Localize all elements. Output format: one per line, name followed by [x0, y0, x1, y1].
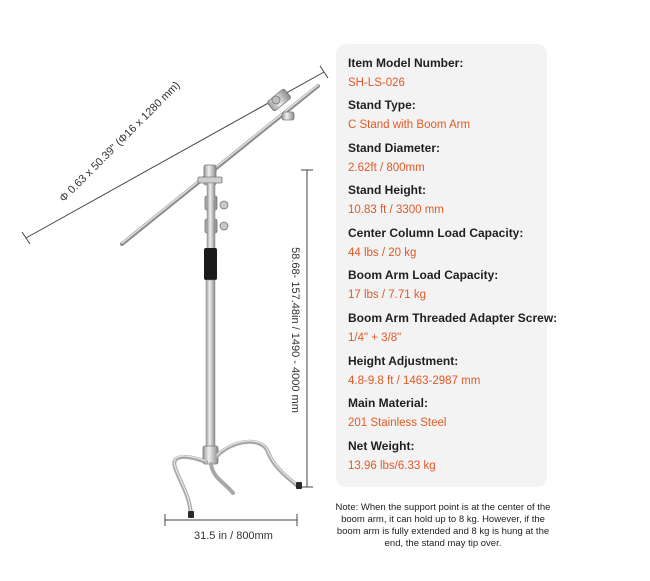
spec-label: Height Adjustment:: [348, 354, 459, 368]
spec-value: 17 lbs / 7.71 kg: [348, 289, 426, 301]
spec-item: [348, 311, 558, 345]
spec-label: Center Column Load Capacity:: [348, 226, 524, 240]
spec-value: 2.62ft / 800mm: [348, 162, 425, 174]
spec-value: 13.96 lbs/6.33 kg: [348, 460, 436, 472]
spec-item: [348, 396, 548, 430]
spec-label: Net Weight:: [348, 439, 415, 453]
leg-highlights: [174, 441, 299, 514]
base-dimension-line: [165, 514, 297, 526]
tip-over-note: Note: When the support point is at the center of the boom arm, it can hold up to 8 kg. However, if the boom arm is fully extended and 8 kg is hung at the end, the stand may tip over.: [335, 502, 551, 549]
spec-label: Boom Arm Threaded Adapter Screw:: [348, 311, 558, 325]
arm-dimension-label: Φ 0.63 x 50.39" (Φ16 x 1280 mm): [57, 79, 183, 205]
height-dimension-line: [301, 170, 313, 487]
turtle-base-legs: [174, 442, 299, 515]
black-grip-sleeve: [204, 248, 217, 280]
spec-value: C Stand with Boom Arm: [348, 119, 471, 131]
spec-label: Stand Height:: [348, 183, 426, 197]
spec-value: 44 lbs / 20 kg: [348, 247, 417, 259]
spec-value: 201 Stainless Steel: [348, 417, 447, 429]
spec-item: [348, 354, 548, 388]
spec-label: Stand Diameter:: [348, 141, 441, 155]
spec-item: [348, 98, 548, 132]
spec-value: 1/4" + 3/8": [348, 332, 402, 344]
spec-label: Main Material:: [348, 396, 429, 410]
spec-value: SH-LS-026: [348, 77, 405, 89]
upper-column: [207, 183, 215, 255]
spec-label: Boom Arm Load Capacity:: [348, 268, 499, 282]
height-dimension-label: 58.68- 157.48in / 1490 - 4000 mm: [289, 247, 301, 413]
base-dimension-label: 31.5 in / 800mm: [194, 530, 273, 542]
leg-feet: [188, 482, 302, 518]
spec-item: [348, 183, 548, 217]
spec-item: [348, 226, 548, 260]
spec-label: Item Model Number:: [348, 56, 464, 70]
spec-label: Stand Type:: [348, 98, 416, 112]
spec-card: [336, 44, 558, 487]
spec-value: 4.8-9.8 ft / 1463-2987 mm: [348, 375, 481, 387]
spec-item: [348, 56, 548, 90]
lower-column: [206, 280, 215, 450]
spec-item: [348, 141, 548, 175]
spec-value: 10.83 ft / 3300 mm: [348, 204, 444, 216]
spec-item: [348, 268, 548, 302]
spec-item: [348, 439, 548, 473]
